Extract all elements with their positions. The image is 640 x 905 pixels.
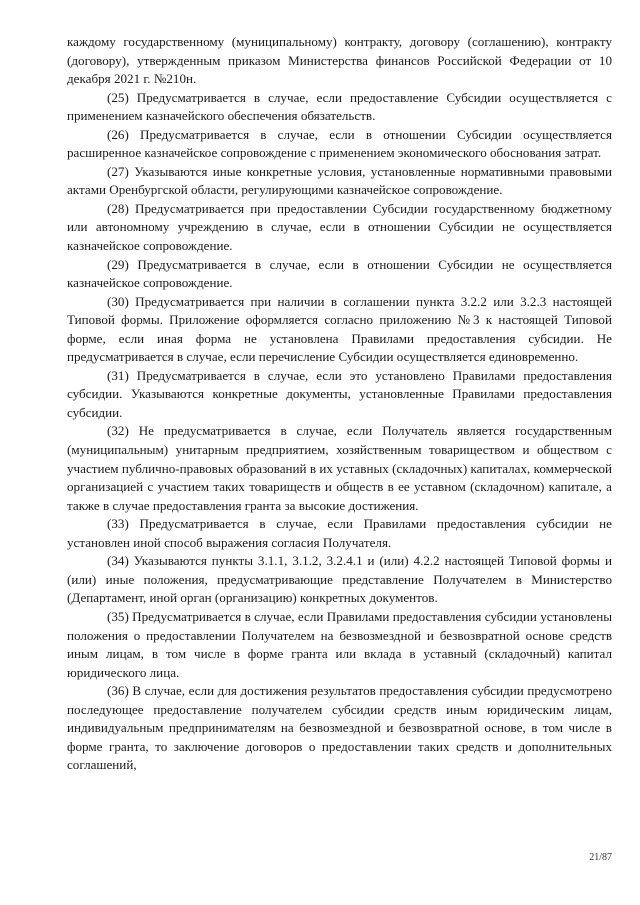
footnote-30: (30) Предусматривается при наличии в соглашении пункта 3.2.2 или 3.2.3 настоящей Типовой формы. Приложение оформляется согласно приложению №3 к настоящей Типовой форме, если иная форма не установлена Правилами предоставления субсидии. Не предусматривается в случае, если перечисление Субсидии осуществляется единовременно. xyxy=(67,293,612,365)
footnote-34: (34) Указываются пункты 3.1.1, 3.1.2, 3.2.4.1 и (или) 4.2.2 настоящей Типовой формы и (или) иные положения, предусматривающие представление Получателем в Министерство (Департамент, иной орган (организацию) конкретных документов. xyxy=(67,553,612,606)
footnote-32: (32) Не предусматривается в случае, если Получатель является государственным (муниципальным) унитарным предприятием, хозяйственным товариществом и обществом с участием публично-правовых образований в их уставных (складочных) капиталах, коммерческой организацией с участием таких товариществ и обществ в ее уставном (складочном) капитале, а также в случае предоставления гранта за высокие достижения. xyxy=(67,423,612,513)
footnote-25: (25) Предусматривается в случае, если предоставление Субсидии осуществляется с применением казначейского обеспечения обязательств. xyxy=(67,89,612,124)
footnote-28: (28) Предусматривается при предоставлении Субсидии государственному бюджетному или автономному учреждению в случае, если в отношении Субсидии не осуществляется казначейское сопровождение. xyxy=(67,200,612,254)
footnote-33: (33) Предусматривается в случае, если Правилами предоставления субсидии не установлен иной способ выражения согласия Получателя. xyxy=(67,516,612,550)
document-body xyxy=(67,33,612,775)
footnote-27: (27) Указываются иные конкретные условия, установленные нормативными правовыми актами Оренбургской области, регулирующими казначейское сопровождение. xyxy=(67,163,612,198)
page-number: 21/87 xyxy=(589,852,612,863)
footnote-26: (26) Предусматривается в случае, если в отношении Субсидии осуществляется расширенное казначейское сопровождение с применением экономического обоснования затрат. xyxy=(67,126,612,161)
footnote-29: (29) Предусматривается в случае, если в отношении Субсидии не осуществляется казначейское сопровождение. xyxy=(67,256,612,291)
paragraph-continuation: каждому государственному (муниципальному) контракту, договору (соглашению), контракту (договору), утвержденным приказом Министерства финансов Российской Федерации от 10 декабря 2021 г. №210н. xyxy=(67,34,612,87)
footnote-31: (31) Предусматривается в случае, если это установлено Правилами предоставления субсидии. Указываются конкретные документы, установленные Правилами предоставления субсидии. xyxy=(67,367,612,420)
footnote-36: (36) В случае, если для достижения результатов предоставления субсидии предусмотрено последующее предоставление получателем субсидии средств иным юридическим лицам, индивидуальным предпринимателям на безвозмездной и безвозвратной основе, в том числе в форме гранта, то заключение договоров о предоставлении таких средств и дополнительных соглашений, xyxy=(67,683,612,773)
footnote-35: (35) Предусматривается в случае, если Правилами предоставления субсидии установлены положения о предоставлении Получателем на безвозмездной и безвозвратной основе средств иным лицам, в том числе в форме гранта или вклада в уставный (складочный) капитал юридического лица. xyxy=(67,608,612,680)
